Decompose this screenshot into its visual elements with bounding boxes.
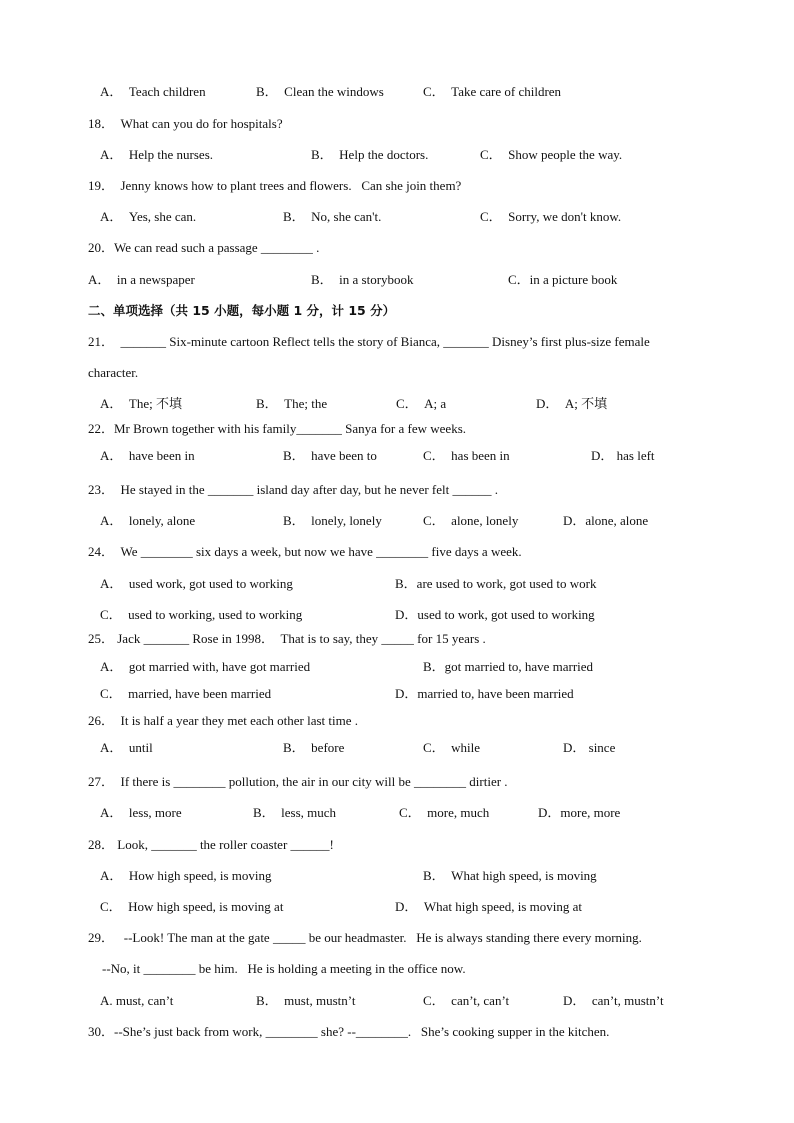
option-q23-d: D．alone, alone [563,513,649,528]
question-stem-q22: 22．Mr Brown together with his family_______ Sanya for a few weeks. [88,421,467,436]
option-q19-b: B． No, she can't. [283,209,382,224]
option-q26-b: B． before [283,740,345,755]
option-q20-a: A． in a newspaper [88,272,195,287]
option-q27-a: A． less, more [100,805,182,820]
question-stem-q27: 27． If there is ________ pollution, the air in our city will be ________ dirtier . [88,774,508,789]
option-q22-b: B． have been to [283,448,377,463]
question-stem-q30: 30．--She’s just back from work, ________ she? --________. She’s cooking supper in the kitchen. [88,1024,610,1039]
option-q27-d: D．more, more [538,805,621,820]
option-q29-b: B． must, mustn’t [256,993,356,1008]
option-q25-b: B．got married to, have married [423,659,594,674]
question-stem-q19: 19． Jenny knows how to plant trees and flowers. Can she join them? [88,178,462,193]
question-stem-q23: 23． He stayed in the _______ island day after day, but he never felt ______ . [88,482,498,497]
option-q19-c: C． Sorry, we don't know. [480,209,622,224]
option-q26-d: D． since [563,740,616,755]
option-q29-a: A. must, can’t [100,993,174,1008]
option-q24-c: C． used to working, used to working [100,607,303,622]
option-q25-a: A． got married with, have got married [100,659,311,674]
option-q19-a: A． Yes, she can. [100,209,197,224]
option-q21-d: D． A; 不填 [536,396,608,411]
option-q28-a: A． How high speed, is moving [100,868,272,883]
option-q17-b: B． Clean the windows [256,84,384,99]
option-q21-b: B． The; the [256,396,328,411]
option-q23-c: C． alone, lonely [423,513,519,528]
section-header: 二、单项选择（共 15 小题，每小题 1 分，计 15 分） [88,303,396,318]
option-q26-c: C． while [423,740,481,755]
question-stem-q21: 21． _______ Six-minute cartoon Reflect tells the story of Bianca, _______ Disney’s first plus-size female [88,334,650,349]
option-q17-a: A． Teach children [100,84,206,99]
option-q29-d: D． can’t, mustn’t [563,993,664,1008]
option-q24-a: A． used work, got used to working [100,576,293,591]
option-q28-c: C． How high speed, is moving at [100,899,284,914]
option-q22-d: D． has left [591,448,655,463]
option-q25-c: C． married, have been married [100,686,272,701]
option-q18-b: B． Help the doctors. [311,147,429,162]
question-stem-q18: 18． What can you do for hospitals? [88,116,283,131]
option-q21-a: A． The; 不填 [100,396,182,411]
question-stem-q21-cont: character. [88,365,139,380]
option-q26-a: A． until [100,740,153,755]
option-q23-a: A． lonely, alone [100,513,196,528]
question-stem-q20: 20．We can read such a passage ________ . [88,240,320,255]
option-q24-b: B．are used to work, got used to work [395,576,597,591]
option-q21-c: C． A; a [396,396,447,411]
option-q17-c: C． Take care of children [423,84,562,99]
option-q25-d: D．married to, have been married [395,686,574,701]
question-stem-q24: 24． We ________ six days a week, but now we have ________ five days a week. [88,544,522,559]
option-q27-b: B． less, much [253,805,337,820]
question-stem-q29: 29． --Look! The man at the gate _____ be our headmaster. He is always standing there every morning. [88,930,642,945]
option-q28-b: B． What high speed, is moving [423,868,597,883]
option-q22-c: C． has been in [423,448,510,463]
option-q20-b: B． in a storybook [311,272,414,287]
option-q18-a: A． Help the nurses. [100,147,214,162]
question-stem-q26: 26． It is half a year they met each other last time . [88,713,359,728]
option-q29-c: C． can’t, can’t [423,993,510,1008]
option-q22-a: A． have been in [100,448,195,463]
option-q28-d: D． What high speed, is moving at [395,899,583,914]
option-q18-c: C． Show people the way. [480,147,623,162]
option-q24-d: D．used to work, got used to working [395,607,595,622]
option-q27-c: C． more, much [399,805,490,820]
question-stem-q28: 28． Look, _______ the roller coaster ______! [88,837,334,852]
question-stem-q25: 25． Jack _______ Rose in 1998． That is to say, they _____ for 15 years . [88,631,486,646]
option-q23-b: B． lonely, lonely [283,513,382,528]
question-stem-q29-cont: --No, it ________ be him. He is holding a meeting in the office now. [102,961,466,976]
option-q20-c: C．in a picture book [508,272,618,287]
